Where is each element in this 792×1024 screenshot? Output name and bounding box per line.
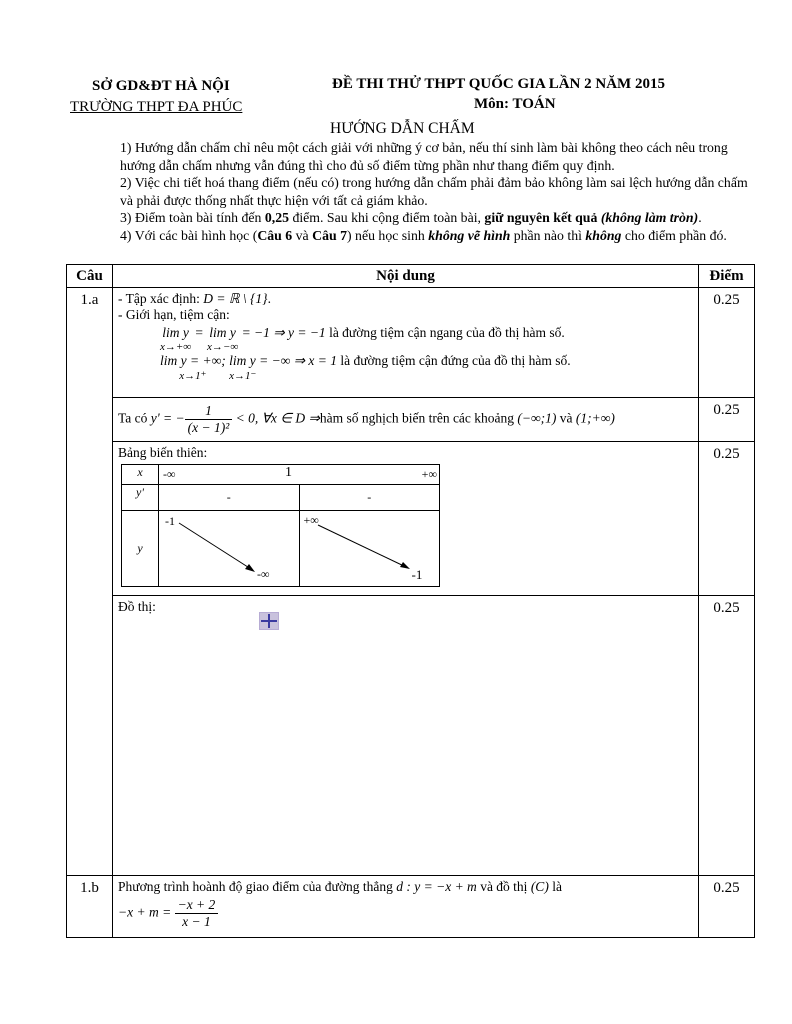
graph-placeholder-icon <box>259 612 279 630</box>
vt-yp-right: - <box>299 485 440 511</box>
intersection-equation: −x + m = $\frac{-x + 2}{x - 1}$ <box>118 897 693 930</box>
limits-heading: - Giới hạn, tiệm cận: <box>118 307 230 322</box>
vertical-asymptote-line: lim y = +∞; x→1⁺ lim y = −∞ ⇒ x = 1 x→1⁻ là đường tiệm cận đứng của đồ thị hàm số. <box>160 353 571 382</box>
domain-line: - Tập xác định: D = ℝ \ {1}. <box>118 291 271 306</box>
horizontal-asymptote-line: lim y x→+∞ = lim y x→−∞ = −1 ⇒ y = −1 là đường tiệm cận ngang của đồ thị hàm số. <box>160 325 565 353</box>
grading-notes <box>120 139 752 245</box>
score-cell: 0.25 <box>699 876 755 938</box>
vt-y-label: y <box>122 511 159 587</box>
note-1: 1) Hướng dẫn chấm chỉ nêu một cách giải với những ý cơ bản, nếu thí sinh làm bài không theo cách nêu trong hướng dẫn chấm nhưng vẫn đúng thì cho đủ số điểm từng phần như thang điểm quy định. <box>120 140 728 173</box>
note-2: 2) Việc chi tiết hoá thang điểm (nếu có) trong hướng dẫn chấm phải đảm bảo không làm sai lệch hướng dẫn chấm và phải được thống nhất thực hiện với tất cả giám khảo. <box>120 175 748 208</box>
vt-x-label: x <box>122 465 159 485</box>
col-header-cau: Câu <box>67 265 113 288</box>
note-4: 4) Với các bài hình học (Câu 6 và Câu 7) nếu học sinh không vẽ hình phần nào thì không cho điểm phần đó. <box>120 227 727 243</box>
question-1b-label: 1.b <box>67 876 113 938</box>
table-row <box>67 596 755 876</box>
score-cell: 0.25 <box>699 288 755 398</box>
graph-title: Đồ thị: <box>118 599 156 614</box>
vt-x-row: -∞ 1 +∞ <box>159 465 440 485</box>
derivative-line: Ta có y' = − $\frac{1}{\text{(x − 1)²}}$ < 0, ∀x ∈ D ⇒hàm số nghịch biến trên các khoảng (−∞;1) và (1;+∞) <box>118 403 615 435</box>
score-cell: 0.25 <box>699 596 755 876</box>
intersection-cell <box>113 876 699 938</box>
answer-table <box>66 264 755 938</box>
decreasing-arrow-left <box>159 511 297 587</box>
vt-yp-left: - <box>159 485 300 511</box>
col-header-noidung: Nội dung <box>113 265 699 288</box>
table-row <box>67 442 755 596</box>
table-header-row <box>67 265 755 288</box>
school-name: TRƯỜNG THPT ĐA PHÚC <box>70 99 243 115</box>
vt-y-right: +∞ -1 <box>299 511 440 587</box>
question-1a-label: 1.a <box>67 288 113 876</box>
table-row <box>67 398 755 442</box>
note-3: 3) Điểm toàn bài tính đến 0,25 điểm. Sau khi cộng điểm toàn bài, giữ nguyên kết quả (không làm tròn). <box>120 210 702 226</box>
document-title: HƯỚNG DẪN CHẤM <box>330 120 475 137</box>
vt-y-left: -1 -∞ <box>159 511 300 587</box>
variation-table-title: Bảng biến thiên: <box>118 445 208 460</box>
score-cell: 0.25 <box>699 398 755 442</box>
domain-limits-cell <box>113 288 699 398</box>
subject-title: Môn: TOÁN <box>474 96 556 112</box>
vt-yp-label: y' <box>122 485 159 511</box>
table-row <box>67 876 755 938</box>
graph-cell <box>113 596 699 876</box>
col-header-diem: Điểm <box>699 265 755 288</box>
exam-title: ĐỀ THI THỬ THPT QUỐC GIA LẦN 2 NĂM 2015 <box>332 76 665 92</box>
equation-fraction: $\frac{-x + 2}{x - 1}$ <box>175 897 219 930</box>
derivative-fraction: $\frac{1}{\text{(x − 1)²}}$ <box>185 403 233 436</box>
derivative-cell <box>113 398 699 442</box>
table-row <box>67 288 755 398</box>
variation-table-cell <box>113 442 699 596</box>
department-name: SỞ GD&ĐT HÀ NỘI <box>92 78 230 94</box>
variation-table <box>121 464 440 587</box>
intersection-line: Phương trình hoành độ giao điểm của đường thẳng d : y = −x + m và đồ thị (C) là <box>118 879 562 894</box>
score-cell: 0.25 <box>699 442 755 596</box>
